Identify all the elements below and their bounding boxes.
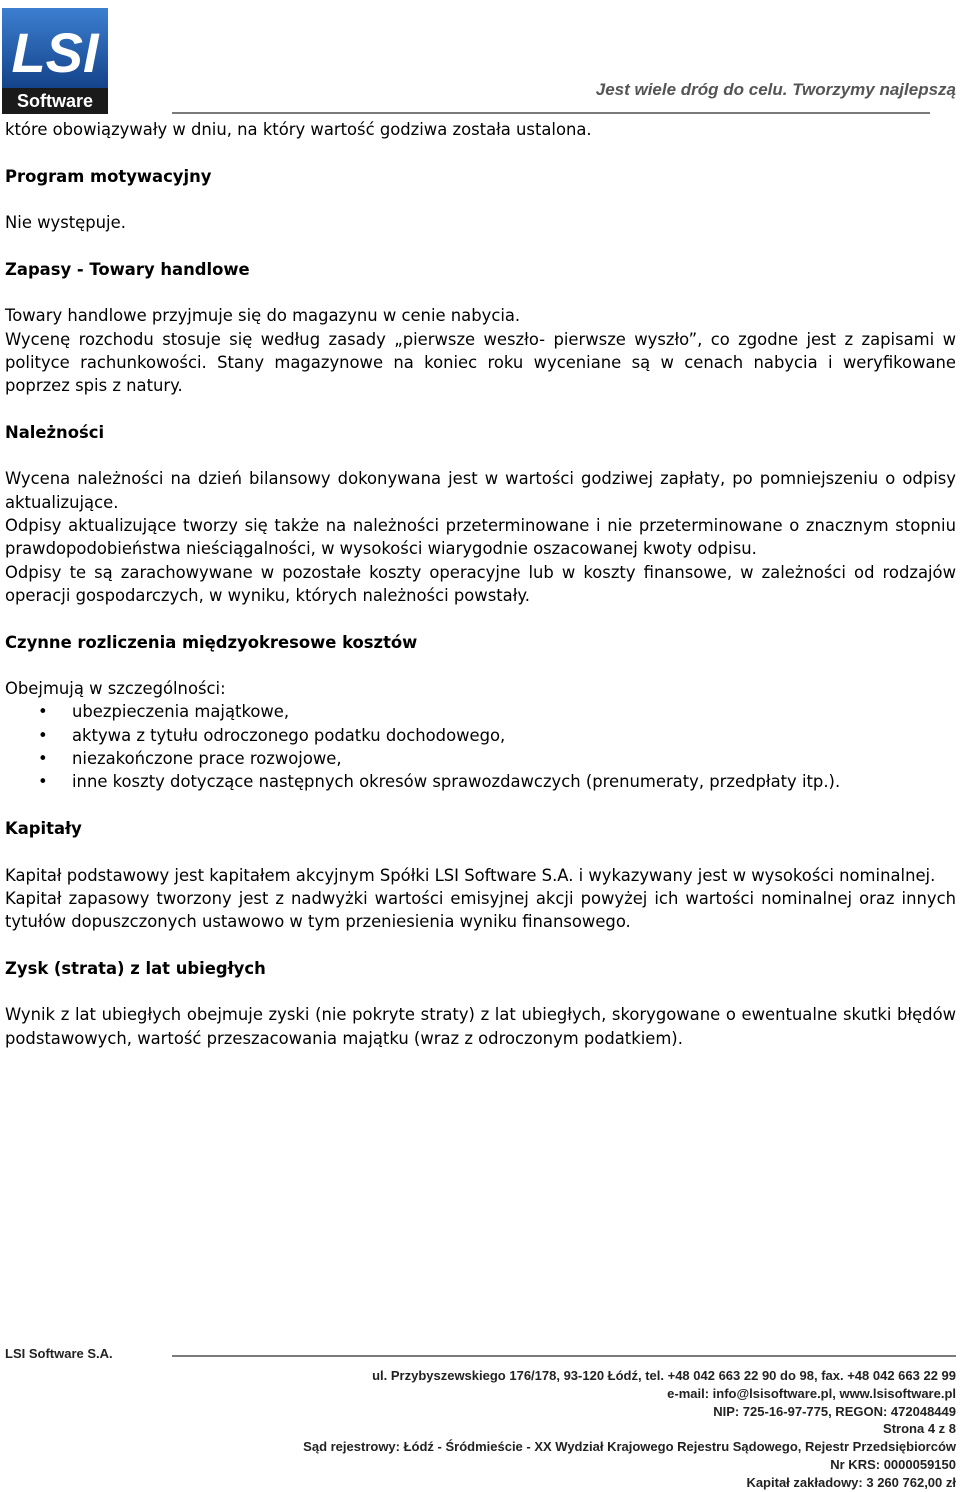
footer-details [303, 1367, 956, 1492]
footer-page-number: Strona 4 z 8 [883, 1421, 956, 1437]
svg-text:Software: Software [16, 91, 94, 111]
footer-tax-ids: NIP: 725-16-97-775, REGON: 472048449 [713, 1403, 956, 1419]
list-item: • aktywa z tytułu odroczonego podatku dochodowego, [5, 724, 956, 747]
receivables-paragraph-3: Odpisy te są zarachowywane w pozostałe koszty operacyjne lub w koszty finansowe, w zależności od rodzajów operacji gospodarczych, w wyniku, których należności powstały. [5, 562, 956, 605]
svg-text:LSI: LSI [11, 21, 99, 84]
heading-retained-earnings: Zysk (strata) z lat ubiegłych [5, 958, 266, 978]
intro-line: które obowiązywały w dniu, na który wartość godziwa została ustalona. [5, 120, 592, 139]
equity-paragraph-1: Kapitał podstawowy jest kapitałem akcyjnym Spółki LSI Software S.A. i wykazywany jest w wysokości nominalnej. [5, 865, 936, 885]
list-item: • inne koszty dotyczące następnych okresów sprawozdawczych (prenumeraty, przedpłaty itp.). [5, 770, 956, 793]
heading-inventory: Zapasy - Towary handlowe [5, 259, 250, 279]
footer-company: LSI Software S.A. [5, 1346, 113, 1361]
lsi-software-logo [2, 8, 108, 114]
footer-address: ul. Przybyszewskiego 176/178, 93-120 Łódź, tel. +48 042 663 22 90 do 98, fax. +48 042 663 22 99 [372, 1368, 956, 1383]
header-slogan: Jest wiele dróg do celu. Tworzymy najlepszą [595, 80, 956, 99]
heading-prepayments: Czynne rozliczenia międzyokresowe kosztów [5, 632, 418, 652]
heading-equity: Kapitały [5, 818, 82, 838]
inventory-paragraph-1: Towary handlowe przyjmuje się do magazynu w cenie nabycia. [5, 306, 521, 326]
footer-krs: Nr KRS: 0000059150 [830, 1456, 956, 1472]
heading-receivables: Należności [5, 422, 105, 442]
motivation-text: Nie występuje. [5, 213, 126, 233]
retained-earnings-paragraph: Wynik z lat ubiegłych obejmuje zyski (nie pokryte straty) z lat ubiegłych, skorygowane o ewentualne skutki błędów podstawowych, wartość przeszacowania majątku (wraz z odroczonym podatkiem). [5, 1005, 956, 1048]
equity-paragraph-2: Kapitał zapasowy tworzony jest z nadwyżki wartości emisyjnej akcji powyżej ich wartości nominalnej oraz innych tytułów dopuszczonych ustawowo w tym przeniesienia wyniku finansowego. [5, 888, 956, 932]
receivables-paragraph-2: Odpisy aktualizujące tworzy się także na należności przeterminowane i nie przeterminowane o znacznym stopniu prawdopodobieństwa nieściągalności, w wysokości wiarygodnie oszacowanej kwoty odpisu. [5, 516, 956, 559]
prepayments-list [5, 700, 956, 793]
header-divider [172, 112, 930, 114]
footer-divider [172, 1355, 956, 1357]
footer-court: Sąd rejestrowy: Łódź - Śródmieście - XX Wydział Krajowego Rejestru Sądowego, Rejestr Przedsiębiorców [303, 1439, 956, 1455]
list-item: • ubezpieczenia majątkowe, [5, 700, 956, 723]
list-item: • niezakończone prace rozwojowe, [5, 747, 956, 770]
heading-motivation: Program motywacyjny [5, 166, 212, 186]
prepayments-intro: Obejmują w szczególności: [5, 679, 226, 699]
document-body [5, 118, 956, 1050]
footer-capital: Kapitał zakładowy: 3 260 762,00 zł [746, 1474, 956, 1490]
receivables-paragraph-1: Wycena należności na dzień bilansowy dokonywana jest w wartości godziwej zapłaty, po pomniejszeniu o odpisy aktualizujące. [5, 469, 956, 512]
footer-contact: e-mail: info@lsisoftware.pl, www.lsisoftware.pl [667, 1385, 956, 1401]
inventory-paragraph-2: Wycenę rozchodu stosuje się według zasady „pierwsze weszło- pierwsze wyszło”, co zgodne jest z zapisami w polityce rachunkowości. Stany magazynowe na koniec roku wyceniane są w cenach nabycia i weryfikowane poprzez spis z natury. [5, 329, 956, 396]
